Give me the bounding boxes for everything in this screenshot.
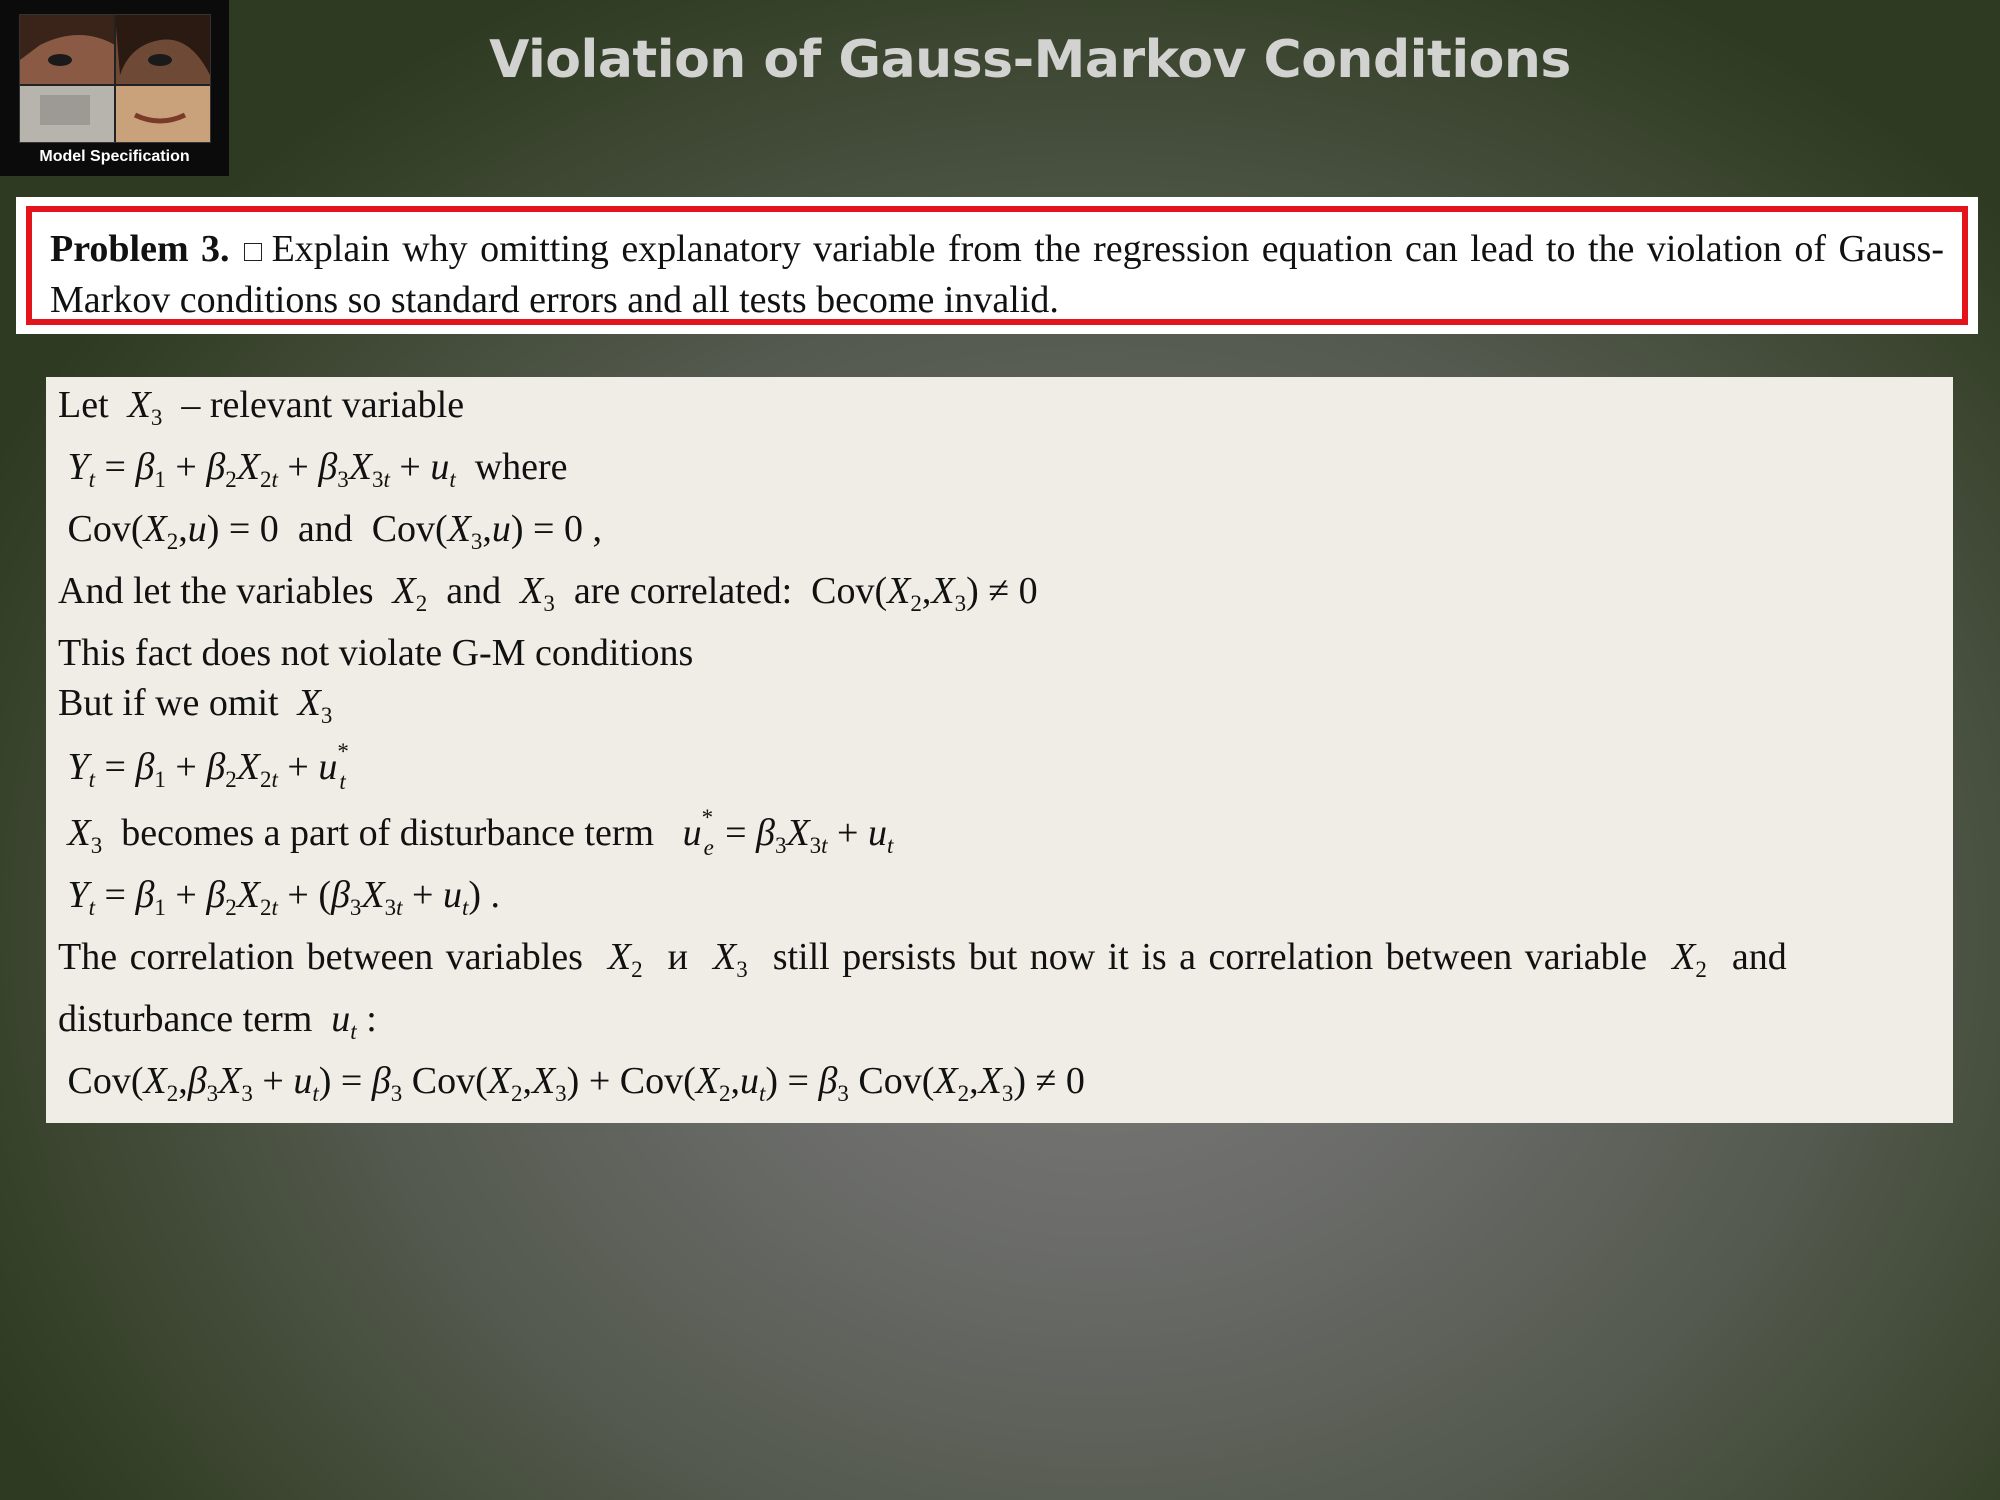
- equation-model: $Y_t = \beta_1 + \beta_2X_{2t} + \beta_3X_{3t} + u_t$ where: [67, 446, 568, 492]
- logo-caption: Model Specification: [39, 148, 190, 165]
- equation-cov-result: $Cov(X_2,\beta_3X_3 + u_t) = \beta_3$ $Cov(X_2,X_3) + Cov(X_2,u_t) = \beta_3$ $Cov(X_2,X_3) \ne 0$: [58, 1060, 1085, 1106]
- line-disturbance: $X_3$ becomes a part of disturbance term u * e = $\beta_3X_{3t} + u_t$: [67, 805, 894, 860]
- equation-expanded: $Y_t = \beta_1 + \beta_2X_{2t} + (\beta_3X_{3t} + u_t)$ .: [67, 874, 501, 920]
- line-disturbance-term: disturbance term $u_t$ :: [58, 998, 377, 1044]
- slide-title: Violation of Gauss-Markov Conditions: [489, 30, 1571, 90]
- line-correlation-persists: The correlation between variables $X_2$ и $X_3$ still persists but now it is a correlation between variable $X_2$ and: [58, 936, 1787, 982]
- line-no-violation: This fact does not violate G-M conditions: [58, 632, 694, 674]
- content-panel: [46, 377, 1953, 1123]
- line-omit: But if we omit $X_3$: [58, 682, 333, 728]
- problem-frame: [16, 197, 1978, 334]
- line-let: Let $X_3$ – relevant variable: [58, 384, 465, 430]
- equation-cov-zero: $Cov(X_2,u) = 0$ and $Cov(X_3,u) = 0$ ,: [58, 508, 602, 554]
- logo-face-collage: [19, 14, 211, 143]
- problem-label: Problem 3.: [50, 228, 230, 270]
- equation-omitted-model: $Y_t = \beta_1 + \beta_2X_{2t} + u$ * t: [67, 739, 349, 794]
- line-correlated: And let the variables $X_2$ and $X_3$ are correlated: $Cov(X_2,X_3) \ne 0$: [58, 570, 1038, 616]
- checkbox-glyph-icon: [244, 243, 262, 261]
- problem-text: Explain why omitting explanatory variable from the regression equation can lead to the violation of Gauss-Markov conditions so standard errors and all tests become invalid.: [50, 228, 1944, 321]
- problem-box: [26, 206, 1968, 325]
- logo: [0, 0, 229, 176]
